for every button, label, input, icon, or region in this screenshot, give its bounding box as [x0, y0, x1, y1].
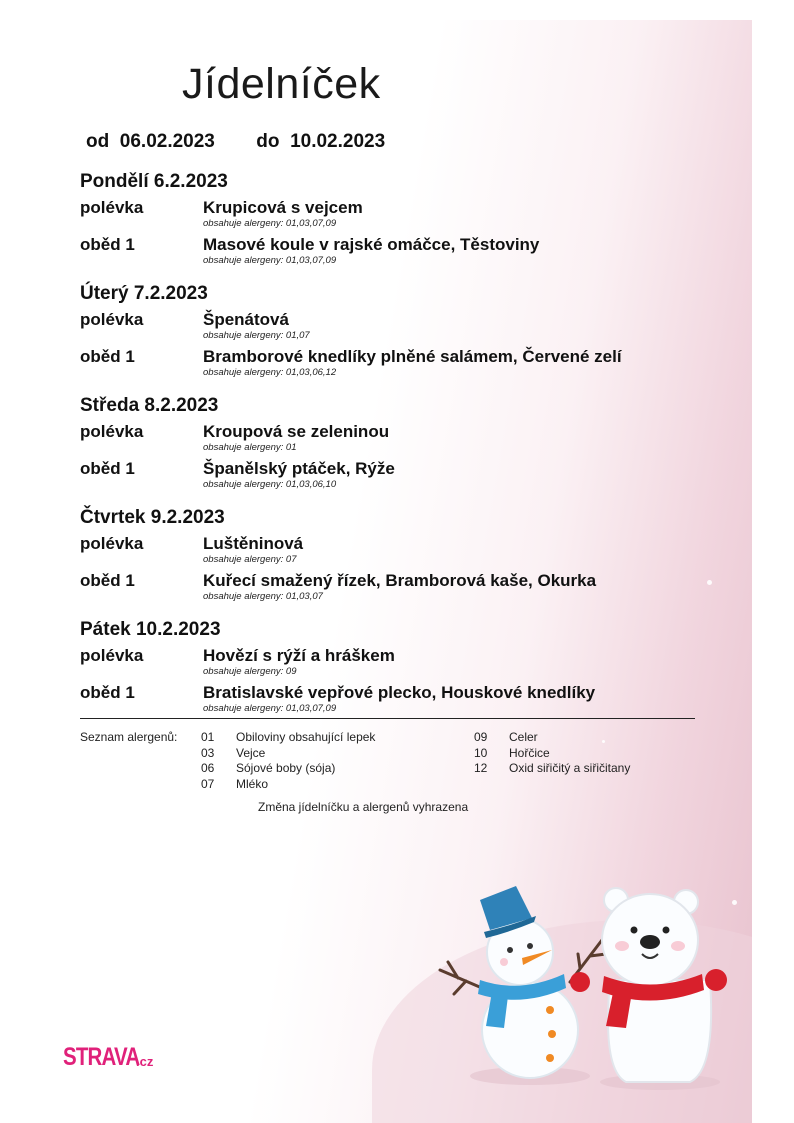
- dish-allergens: obsahuje alergeny: 01,03,07,09: [203, 218, 337, 229]
- day-section: [80, 170, 700, 272]
- course-label: polévka: [80, 422, 144, 441]
- allergen-code: 07: [201, 776, 215, 791]
- menu-row: [80, 310, 700, 347]
- course-body: [203, 310, 700, 347]
- allergen-code: 06: [201, 761, 215, 775]
- allergen-name: Hořčice: [509, 745, 550, 760]
- dish-allergens: obsahuje alergeny: 01,03,07: [203, 591, 323, 602]
- dish-name: Bramborové knedlíky plněné salámem, Červené zelí: [203, 347, 622, 366]
- course-body: [203, 459, 700, 496]
- date-from-label: od: [86, 131, 110, 152]
- day-section: [80, 282, 700, 384]
- course-body: [203, 198, 700, 235]
- date-range: [86, 131, 385, 153]
- menu-row: [80, 459, 700, 496]
- legend-item: [201, 746, 461, 762]
- dish-name: Masové koule v rajské omáčce, Těstoviny: [203, 235, 540, 254]
- date-from-value: 06.02.2023: [119, 131, 215, 152]
- legend-item: [201, 777, 461, 793]
- day-section: [80, 506, 700, 608]
- menu-row: [80, 422, 700, 459]
- date-to-value: 10.02.2023: [290, 131, 386, 152]
- dish-name: Hovězí s rýží a hráškem: [203, 646, 395, 665]
- dish-allergens: obsahuje alergeny: 01,03,06,10: [203, 479, 337, 490]
- dish-allergens: obsahuje alergeny: 01,07: [203, 330, 310, 341]
- course-label: oběd 1: [80, 571, 135, 590]
- course-label: polévka: [80, 646, 144, 665]
- menu-row: [80, 571, 700, 608]
- course-body: [203, 683, 700, 720]
- dish-name: Luštěninová: [203, 534, 304, 553]
- course-label: oběd 1: [80, 683, 135, 702]
- day-title: Pondělí 6.2.2023: [80, 171, 228, 192]
- menu-row: [80, 235, 700, 272]
- allergen-code: 10: [474, 745, 488, 760]
- course-body: [203, 571, 700, 608]
- course-label: oběd 1: [80, 459, 135, 478]
- course-label: oběd 1: [80, 235, 135, 254]
- day-title: Pátek 10.2.2023: [80, 619, 221, 640]
- menu-row: [80, 198, 700, 235]
- polar-bear-illustration: [570, 888, 727, 1090]
- allergen-code: 12: [474, 761, 488, 775]
- day-section: [80, 394, 700, 496]
- snowman-and-bear-illustration: [420, 870, 740, 1100]
- allergen-name: Oxid siřičitý a siřičitany: [509, 761, 631, 775]
- allergen-name: Obiloviny obsahující lepek: [236, 730, 376, 744]
- allergen-name: Vejce: [236, 745, 266, 760]
- weekly-menu: [80, 170, 700, 730]
- course-label: polévka: [80, 534, 144, 553]
- course-label: oběd 1: [80, 347, 135, 366]
- allergen-code: 09: [474, 730, 488, 744]
- dish-allergens: obsahuje alergeny: 07: [203, 554, 297, 565]
- logo-main-text: STRAVA: [63, 1043, 140, 1071]
- date-from: [86, 131, 251, 153]
- day-section: [80, 618, 700, 720]
- strava-logo: [63, 1043, 156, 1072]
- course-body: [203, 646, 700, 683]
- dish-name: Kuřecí smažený řízek, Bramborová kaše, Okurka: [203, 571, 597, 590]
- course-label: polévka: [80, 198, 144, 217]
- course-label: polévka: [80, 310, 144, 329]
- divider: [80, 718, 695, 719]
- dish-name: Krupicová s vejcem: [203, 198, 363, 217]
- snowflake: [707, 580, 712, 585]
- day-title: Čtvrtek 9.2.2023: [80, 507, 225, 528]
- menu-row: [80, 347, 700, 384]
- legend-column: [474, 730, 694, 777]
- allergen-name: Sójové boby (sója): [236, 761, 336, 775]
- dish-name: Špenátová: [203, 310, 289, 329]
- allergen-name: Mléko: [236, 776, 269, 791]
- page-title: Jídelníček: [182, 60, 381, 108]
- day-title: Středa 8.2.2023: [80, 395, 219, 416]
- day-title: Úterý 7.2.2023: [80, 283, 208, 304]
- menu-row: [80, 683, 700, 720]
- legend-item: [474, 761, 694, 777]
- date-to-label: do: [256, 131, 280, 152]
- allergen-code: 03: [201, 745, 215, 760]
- allergen-name: Celer: [509, 730, 538, 744]
- menu-row: [80, 534, 700, 571]
- course-body: [203, 235, 700, 272]
- course-body: [203, 534, 700, 571]
- legend-item: [474, 730, 694, 746]
- menu-change-notice: Změna jídelníčku a alergenů vyhrazena: [258, 800, 469, 814]
- dish-name: Bratislavské vepřové plecko, Houskové knedlíky: [203, 683, 596, 702]
- legend-column: [201, 730, 461, 792]
- dish-name: Španělský ptáček, Rýže: [203, 459, 395, 478]
- allergen-code: 01: [201, 730, 215, 744]
- course-body: [203, 422, 700, 459]
- dish-allergens: obsahuje alergeny: 01,03,07,09: [203, 703, 337, 714]
- legend-label: Seznam alergenů:: [80, 730, 178, 744]
- date-to: [256, 131, 385, 153]
- course-body: [203, 347, 700, 384]
- dish-name: Kroupová se zeleninou: [203, 422, 390, 441]
- legend-item: [474, 746, 694, 762]
- dish-allergens: obsahuje alergeny: 09: [203, 666, 297, 677]
- dish-allergens: obsahuje alergeny: 01,03,07,09: [203, 255, 337, 266]
- dish-allergens: obsahuje alergeny: 01,03,06,12: [203, 367, 337, 378]
- menu-row: [80, 646, 700, 683]
- legend-item: [201, 730, 461, 746]
- legend-item: [201, 761, 461, 777]
- dish-allergens: obsahuje alergeny: 01: [203, 442, 297, 453]
- logo-suffix: .cz: [136, 1054, 154, 1069]
